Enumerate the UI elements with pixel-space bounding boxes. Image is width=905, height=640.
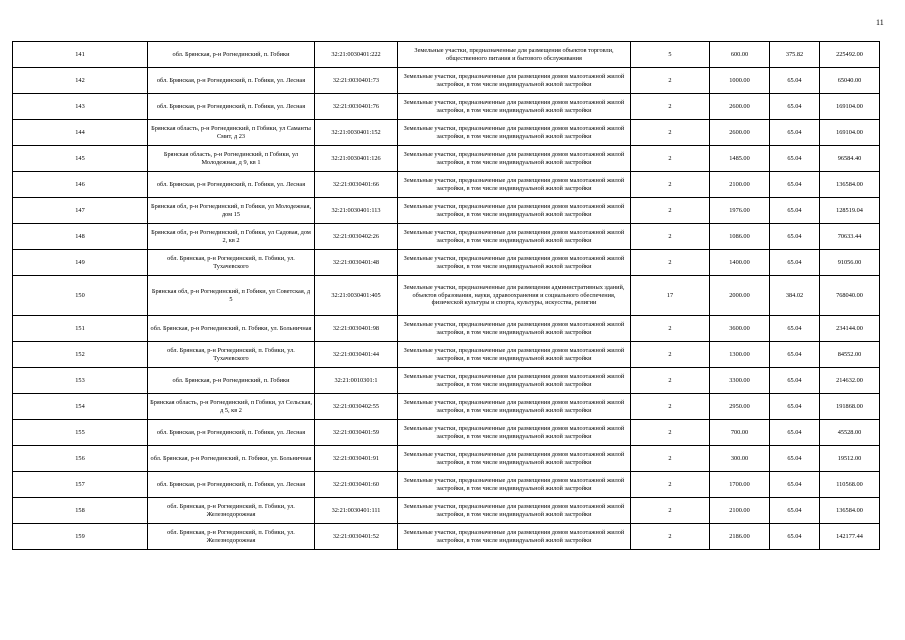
land-use-cell: Земельные участки, предназначенные для размещения домов малоэтажной жилой застройки, в том числе индивидуальной жилой застройки (398, 368, 631, 394)
table-row (13, 368, 880, 394)
land-use-cell: Земельные участки, предназначенные для размещения домов малоэтажной жилой застройки, в том числе индивидуальной жилой застройки (398, 394, 631, 420)
address-cell: обл. Брянская, р-н Рогнединский, п. Гобики, ул. Железнодорожная (148, 498, 315, 524)
table-row (13, 42, 880, 68)
specific-value-cell: 65.04 (770, 446, 820, 472)
cadastral-number-cell: 32:21:0030401:44 (315, 342, 398, 368)
specific-value-cell: 375.82 (770, 42, 820, 68)
specific-value-cell: 65.04 (770, 146, 820, 172)
cadastral-value-cell: 65040.00 (820, 68, 880, 94)
specific-value-cell: 65.04 (770, 94, 820, 120)
table-row (13, 342, 880, 368)
row-number-cell: 141 (13, 42, 148, 68)
address-cell: Брянская область, р-н Рогнединский, п Гобики, ул Саманты Смит, д 23 (148, 120, 315, 146)
row-number-cell: 156 (13, 446, 148, 472)
specific-value-cell: 384.02 (770, 276, 820, 316)
cadastral-value-cell: 45528.00 (820, 420, 880, 446)
land-use-cell: Земельные участки, предназначенные для размещения домов малоэтажной жилой застройки, в том числе индивидуальной жилой застройки (398, 498, 631, 524)
table-row (13, 94, 880, 120)
use-type-code-cell: 2 (631, 368, 710, 394)
area-cell: 3600.00 (710, 316, 770, 342)
use-type-code-cell: 2 (631, 420, 710, 446)
cadastral-value-cell: 142177.44 (820, 524, 880, 550)
area-cell: 2100.00 (710, 498, 770, 524)
address-cell: обл. Брянская, р-н Рогнединский, п. Гобики (148, 368, 315, 394)
address-cell: обл. Брянская, р-н Рогнединский, п. Гобики, ул. Тухачевского (148, 342, 315, 368)
land-use-cell: Земельные участки, предназначенные для размещения домов малоэтажной жилой застройки, в том числе индивидуальной жилой застройки (398, 250, 631, 276)
cadastral-value-cell: 768040.00 (820, 276, 880, 316)
row-number-cell: 149 (13, 250, 148, 276)
land-use-cell: Земельные участки, предназначенные для размещения домов малоэтажной жилой застройки, в том числе индивидуальной жилой застройки (398, 146, 631, 172)
address-cell: обл. Брянская, р-н Рогнединский, п. Гобики, ул. Лесная (148, 68, 315, 94)
cadastral-value-cell: 136584.00 (820, 498, 880, 524)
land-use-cell: Земельные участки, предназначенные для размещения домов малоэтажной жилой застройки, в том числе индивидуальной жилой застройки (398, 198, 631, 224)
cadastral-value-cell: 70633.44 (820, 224, 880, 250)
specific-value-cell: 65.04 (770, 120, 820, 146)
table-row (13, 446, 880, 472)
cadastral-number-cell: 32:21:0030401:73 (315, 68, 398, 94)
specific-value-cell: 65.04 (770, 250, 820, 276)
specific-value-cell: 65.04 (770, 368, 820, 394)
land-use-cell: Земельные участки, предназначенные для размещения домов малоэтажной жилой застройки, в том числе индивидуальной жилой застройки (398, 94, 631, 120)
cadastral-value-cell: 214632.00 (820, 368, 880, 394)
area-cell: 1400.00 (710, 250, 770, 276)
area-cell: 2100.00 (710, 172, 770, 198)
cadastral-number-cell: 32:21:0030401:52 (315, 524, 398, 550)
area-cell: 3300.00 (710, 368, 770, 394)
land-use-cell: Земельные участки, предназначенные для размещения объектов торговли, общественного питания и бытового обслуживания (398, 42, 631, 68)
cadastral-number-cell: 32:21:0010301:1 (315, 368, 398, 394)
cadastral-value-cell: 169104.00 (820, 94, 880, 120)
cadastral-number-cell: 32:21:0030402:55 (315, 394, 398, 420)
cadastral-value-cell: 225492.00 (820, 42, 880, 68)
address-cell: обл. Брянская, р-н Рогнединский, п. Гобики, ул. Больничная (148, 316, 315, 342)
address-cell: Брянская область, р-н Рогнединский, п Гобики, ул Сельская, д 5, кв 2 (148, 394, 315, 420)
land-use-cell: Земельные участки, предназначенные для размещения домов малоэтажной жилой застройки, в том числе индивидуальной жилой застройки (398, 342, 631, 368)
address-cell: обл. Брянская, р-н Рогнединский, п. Гобики, ул. Железнодорожная (148, 524, 315, 550)
area-cell: 300.00 (710, 446, 770, 472)
use-type-code-cell: 2 (631, 394, 710, 420)
use-type-code-cell: 2 (631, 524, 710, 550)
table-row (13, 198, 880, 224)
area-cell: 2000.00 (710, 276, 770, 316)
use-type-code-cell: 2 (631, 224, 710, 250)
use-type-code-cell: 2 (631, 172, 710, 198)
cadastral-value-table (12, 41, 880, 550)
row-number-cell: 145 (13, 146, 148, 172)
specific-value-cell: 65.04 (770, 472, 820, 498)
specific-value-cell: 65.04 (770, 316, 820, 342)
area-cell: 600.00 (710, 42, 770, 68)
specific-value-cell: 65.04 (770, 224, 820, 250)
cadastral-number-cell: 32:21:0030401:60 (315, 472, 398, 498)
row-number-cell: 157 (13, 472, 148, 498)
cadastral-value-cell: 19512.00 (820, 446, 880, 472)
table-row (13, 420, 880, 446)
cadastral-value-cell: 91056.00 (820, 250, 880, 276)
table-row (13, 276, 880, 316)
address-cell: Брянская обл, р-н Рогнединский, п Гобики, ул Молодежная, дом 15 (148, 198, 315, 224)
area-cell: 2600.00 (710, 94, 770, 120)
land-use-cell: Земельные участки, предназначенные для размещения домов малоэтажной жилой застройки, в том числе индивидуальной жилой застройки (398, 120, 631, 146)
use-type-code-cell: 2 (631, 472, 710, 498)
specific-value-cell: 65.04 (770, 524, 820, 550)
cadastral-number-cell: 32:21:0030401:111 (315, 498, 398, 524)
row-number-cell: 147 (13, 198, 148, 224)
table-body (13, 42, 880, 550)
use-type-code-cell: 2 (631, 250, 710, 276)
use-type-code-cell: 5 (631, 42, 710, 68)
table-row (13, 146, 880, 172)
cadastral-value-cell: 234144.00 (820, 316, 880, 342)
area-cell: 2600.00 (710, 120, 770, 146)
specific-value-cell: 65.04 (770, 498, 820, 524)
row-number-cell: 144 (13, 120, 148, 146)
use-type-code-cell: 2 (631, 120, 710, 146)
table-row (13, 68, 880, 94)
area-cell: 2186.00 (710, 524, 770, 550)
land-use-cell: Земельные участки, предназначенные для размещения домов малоэтажной жилой застройки, в том числе индивидуальной жилой застройки (398, 172, 631, 198)
cadastral-number-cell: 32:21:0030401:113 (315, 198, 398, 224)
area-cell: 1086.00 (710, 224, 770, 250)
address-cell: обл. Брянская, р-н Рогнединский, п. Гобики, ул. Больничная (148, 446, 315, 472)
cadastral-value-cell: 96584.40 (820, 146, 880, 172)
area-cell: 1300.00 (710, 342, 770, 368)
cadastral-value-cell: 136584.00 (820, 172, 880, 198)
cadastral-value-cell: 169104.00 (820, 120, 880, 146)
specific-value-cell: 65.04 (770, 342, 820, 368)
land-use-cell: Земельные участки, предназначенные для размещения домов малоэтажной жилой застройки, в том числе индивидуальной жилой застройки (398, 472, 631, 498)
row-number-cell: 143 (13, 94, 148, 120)
area-cell: 1976.00 (710, 198, 770, 224)
cadastral-value-cell: 191868.00 (820, 394, 880, 420)
specific-value-cell: 65.04 (770, 172, 820, 198)
row-number-cell: 158 (13, 498, 148, 524)
row-number-cell: 159 (13, 524, 148, 550)
land-use-cell: Земельные участки, предназначенные для размещения домов малоэтажной жилой застройки, в том числе индивидуальной жилой застройки (398, 224, 631, 250)
specific-value-cell: 65.04 (770, 420, 820, 446)
table-row (13, 172, 880, 198)
specific-value-cell: 65.04 (770, 68, 820, 94)
cadastral-number-cell: 32:21:0030401:59 (315, 420, 398, 446)
cadastral-number-cell: 32:21:0030401:76 (315, 94, 398, 120)
address-cell: Брянская область, р-н Рогнединский, п Гобики, ул Молодежная, д 9, кв 1 (148, 146, 315, 172)
row-number-cell: 154 (13, 394, 148, 420)
cadastral-number-cell: 32:21:0030401:222 (315, 42, 398, 68)
row-number-cell: 142 (13, 68, 148, 94)
row-number-cell: 155 (13, 420, 148, 446)
row-number-cell: 152 (13, 342, 148, 368)
area-cell: 700.00 (710, 420, 770, 446)
address-cell: обл. Брянская, р-н Рогнединский, п. Гобики, ул. Лесная (148, 420, 315, 446)
land-use-cell: Земельные участки, предназначенные для размещения домов малоэтажной жилой застройки, в том числе индивидуальной жилой застройки (398, 68, 631, 94)
specific-value-cell: 65.04 (770, 198, 820, 224)
row-number-cell: 150 (13, 276, 148, 316)
cadastral-number-cell: 32:21:0030401:152 (315, 120, 398, 146)
use-type-code-cell: 2 (631, 68, 710, 94)
address-cell: Брянская обл, р-н Рогнединский, п Гобики, ул Советская, д 5 (148, 276, 315, 316)
row-number-cell: 148 (13, 224, 148, 250)
address-cell: обл. Брянская, р-н Рогнединский, п. Гобики, ул. Лесная (148, 94, 315, 120)
specific-value-cell: 65.04 (770, 394, 820, 420)
cadastral-number-cell: 32:21:0030401:98 (315, 316, 398, 342)
area-cell: 1485.00 (710, 146, 770, 172)
use-type-code-cell: 2 (631, 498, 710, 524)
use-type-code-cell: 17 (631, 276, 710, 316)
use-type-code-cell: 2 (631, 146, 710, 172)
row-number-cell: 146 (13, 172, 148, 198)
cadastral-number-cell: 32:21:0030401:126 (315, 146, 398, 172)
table-row (13, 120, 880, 146)
cadastral-value-cell: 128519.04 (820, 198, 880, 224)
use-type-code-cell: 2 (631, 342, 710, 368)
land-use-cell: Земельные участки, предназначенные для размещения домов малоэтажной жилой застройки, в том числе индивидуальной жилой застройки (398, 524, 631, 550)
table-row (13, 224, 880, 250)
cadastral-number-cell: 32:21:0030402:26 (315, 224, 398, 250)
land-use-cell: Земельные участки, предназначенные для размещения домов малоэтажной жилой застройки, в том числе индивидуальной жилой застройки (398, 420, 631, 446)
cadastral-number-cell: 32:21:0030401:91 (315, 446, 398, 472)
use-type-code-cell: 2 (631, 94, 710, 120)
cadastral-value-cell: 110568.00 (820, 472, 880, 498)
table-row (13, 524, 880, 550)
cadastral-number-cell: 32:21:0030401:48 (315, 250, 398, 276)
land-use-cell: Земельные участки, предназначенные для размещения домов малоэтажной жилой застройки, в том числе индивидуальной жилой застройки (398, 316, 631, 342)
table-row (13, 316, 880, 342)
use-type-code-cell: 2 (631, 316, 710, 342)
cadastral-number-cell: 32:21:0030401:66 (315, 172, 398, 198)
land-use-cell: Земельные участки, предназначенные для размещения домов малоэтажной жилой застройки, в том числе индивидуальной жилой застройки (398, 446, 631, 472)
table-row (13, 250, 880, 276)
land-use-cell: Земельные участки, предназначенные для размещения административных зданий, объектов образования, науки, здравоохранения и социального обеспечения, физической культуры и спорта, культуры, искусства, религии (398, 276, 631, 316)
page-number: 11 (876, 18, 884, 27)
cadastral-value-cell: 84552.00 (820, 342, 880, 368)
address-cell: обл. Брянская, р-н Рогнединский, п. Гобики, ул. Лесная (148, 172, 315, 198)
cadastral-number-cell: 32:21:0030401:405 (315, 276, 398, 316)
address-cell: обл. Брянская, р-н Рогнединский, п. Гобики, ул. Лесная (148, 472, 315, 498)
area-cell: 1700.00 (710, 472, 770, 498)
address-cell: обл. Брянская, р-н Рогнединский, п. Гобики, ул. Тухачевского (148, 250, 315, 276)
address-cell: обл. Брянская, р-н Рогнединский, п. Гобики (148, 42, 315, 68)
use-type-code-cell: 2 (631, 446, 710, 472)
area-cell: 2950.00 (710, 394, 770, 420)
area-cell: 1000.00 (710, 68, 770, 94)
table-row (13, 498, 880, 524)
address-cell: Брянская обл, р-н Рогнединский, п Гобики, ул Садовая, дом 2, кв 2 (148, 224, 315, 250)
use-type-code-cell: 2 (631, 198, 710, 224)
row-number-cell: 153 (13, 368, 148, 394)
table-row (13, 472, 880, 498)
table-row (13, 394, 880, 420)
row-number-cell: 151 (13, 316, 148, 342)
